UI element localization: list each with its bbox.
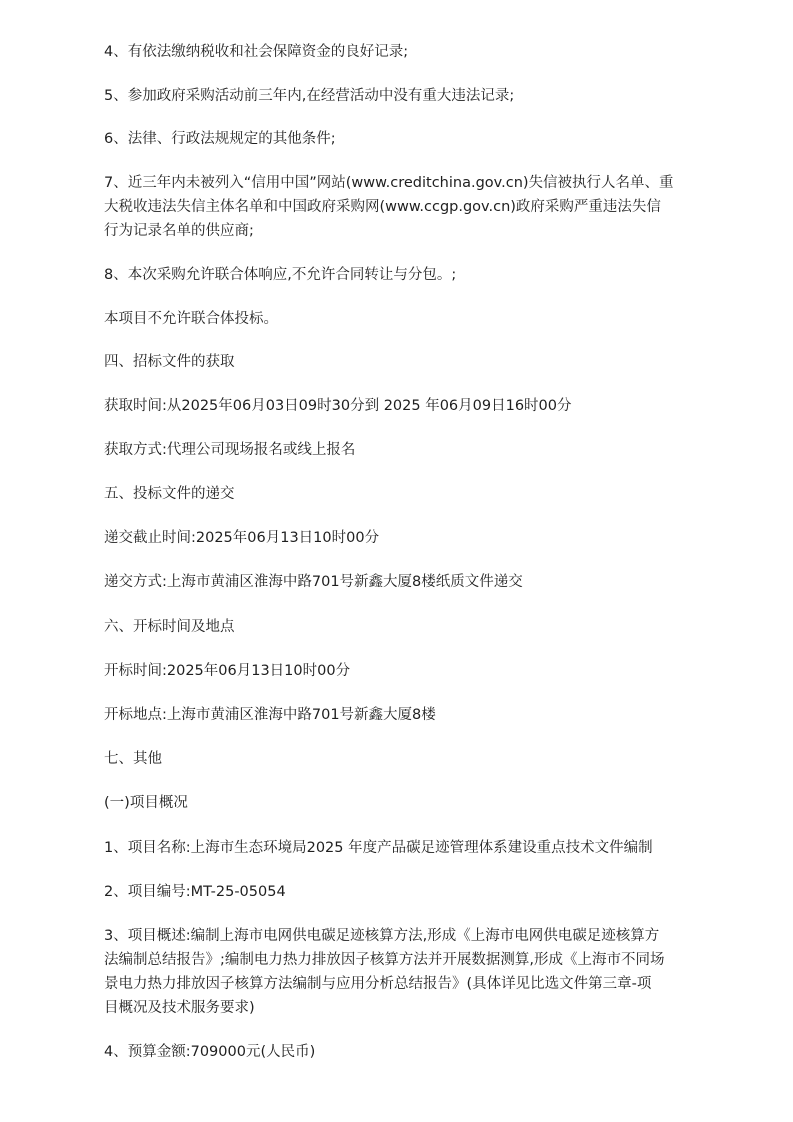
text-line: 4、预算金额:709000元(人民币) [104,1044,316,1060]
section-heading-submission [104,482,699,506]
text-line: (一)项目概况 [104,795,188,811]
consortium-note [104,307,699,331]
obtain-method [104,438,699,462]
text-line: 5、参加政府采购活动前三年内,在经营活动中没有重大违法记录; [104,88,515,104]
text-line: 大税收违法失信主体名单和中国政府采购网(www.ccgp.gov.cn)政府采购严重违法失信 [104,199,661,215]
text-line: 开标地点:上海市黄浦区淮海中路701号新鑫大厦8楼 [104,707,436,723]
text-line: 递交方式:上海市黄浦区淮海中路701号新鑫大厦8楼纸质文件递交 [104,574,523,590]
requirement-5 [104,84,699,108]
opening-place [104,703,699,727]
section-heading-other [104,747,699,771]
opening-time [104,659,699,683]
text-line: 行为记录名单的供应商; [104,223,254,239]
budget [104,1040,699,1064]
requirement-7 [104,171,699,243]
text-line: 七、其他 [104,751,162,767]
text-line: 四、招标文件的获取 [104,354,235,370]
text-line: 获取方式:代理公司现场报名或线上报名 [104,442,356,458]
text-line: 2、项目编号:MT-25-05054 [104,884,286,900]
obtain-time [104,394,699,418]
submit-method [104,570,699,594]
subsection-heading-overview [104,791,699,815]
requirement-8 [104,263,699,287]
text-line: 五、投标文件的递交 [104,486,235,502]
text-line: 7、近三年内未被列入“信用中国”网站(www.creditchina.gov.cn)失信被执行人名单、重 [104,175,674,191]
text-line: 获取时间:从2025年06月03日09时30分到 2025 年06月09日16时00分 [104,398,572,414]
submit-deadline [104,526,699,550]
text-line: 1、项目名称:上海市生态环境局2025 年度产品碳足迹管理体系建设重点技术文件编制 [104,840,653,856]
project-overview [104,924,699,1020]
section-heading-opening [104,615,699,639]
project-number [104,880,699,904]
text-line: 6、法律、行政法规规定的其他条件; [104,131,336,147]
requirement-6 [104,127,699,151]
text-line: 六、开标时间及地点 [104,619,235,635]
text-line: 递交截止时间:2025年06月13日10时00分 [104,530,380,546]
text-line: 8、本次采购允许联合体响应,不允许合同转让与分包。; [104,267,457,283]
text-line: 景电力热力排放因子核算方法编制与应用分析总结报告》(具体详见比选文件第三章-项 [104,976,652,992]
text-line: 开标时间:2025年06月13日10时00分 [104,663,351,679]
requirement-4 [104,40,699,64]
text-line: 3、项目概述:编制上海市电网供电碳足迹核算方法,形成《上海市电网供电碳足迹核算方 [104,928,660,944]
text-line: 4、有依法缴纳税收和社会保障资金的良好记录; [104,44,409,60]
text-line: 本项目不允许联合体投标。 [104,311,278,327]
section-heading-obtain [104,350,699,374]
text-line: 目概况及技术服务要求) [104,1000,255,1016]
project-name [104,836,699,860]
text-line: 法编制总结报告》;编制电力热力排放因子核算方法并开展数据测算,形成《上海市不同场 [104,952,665,968]
